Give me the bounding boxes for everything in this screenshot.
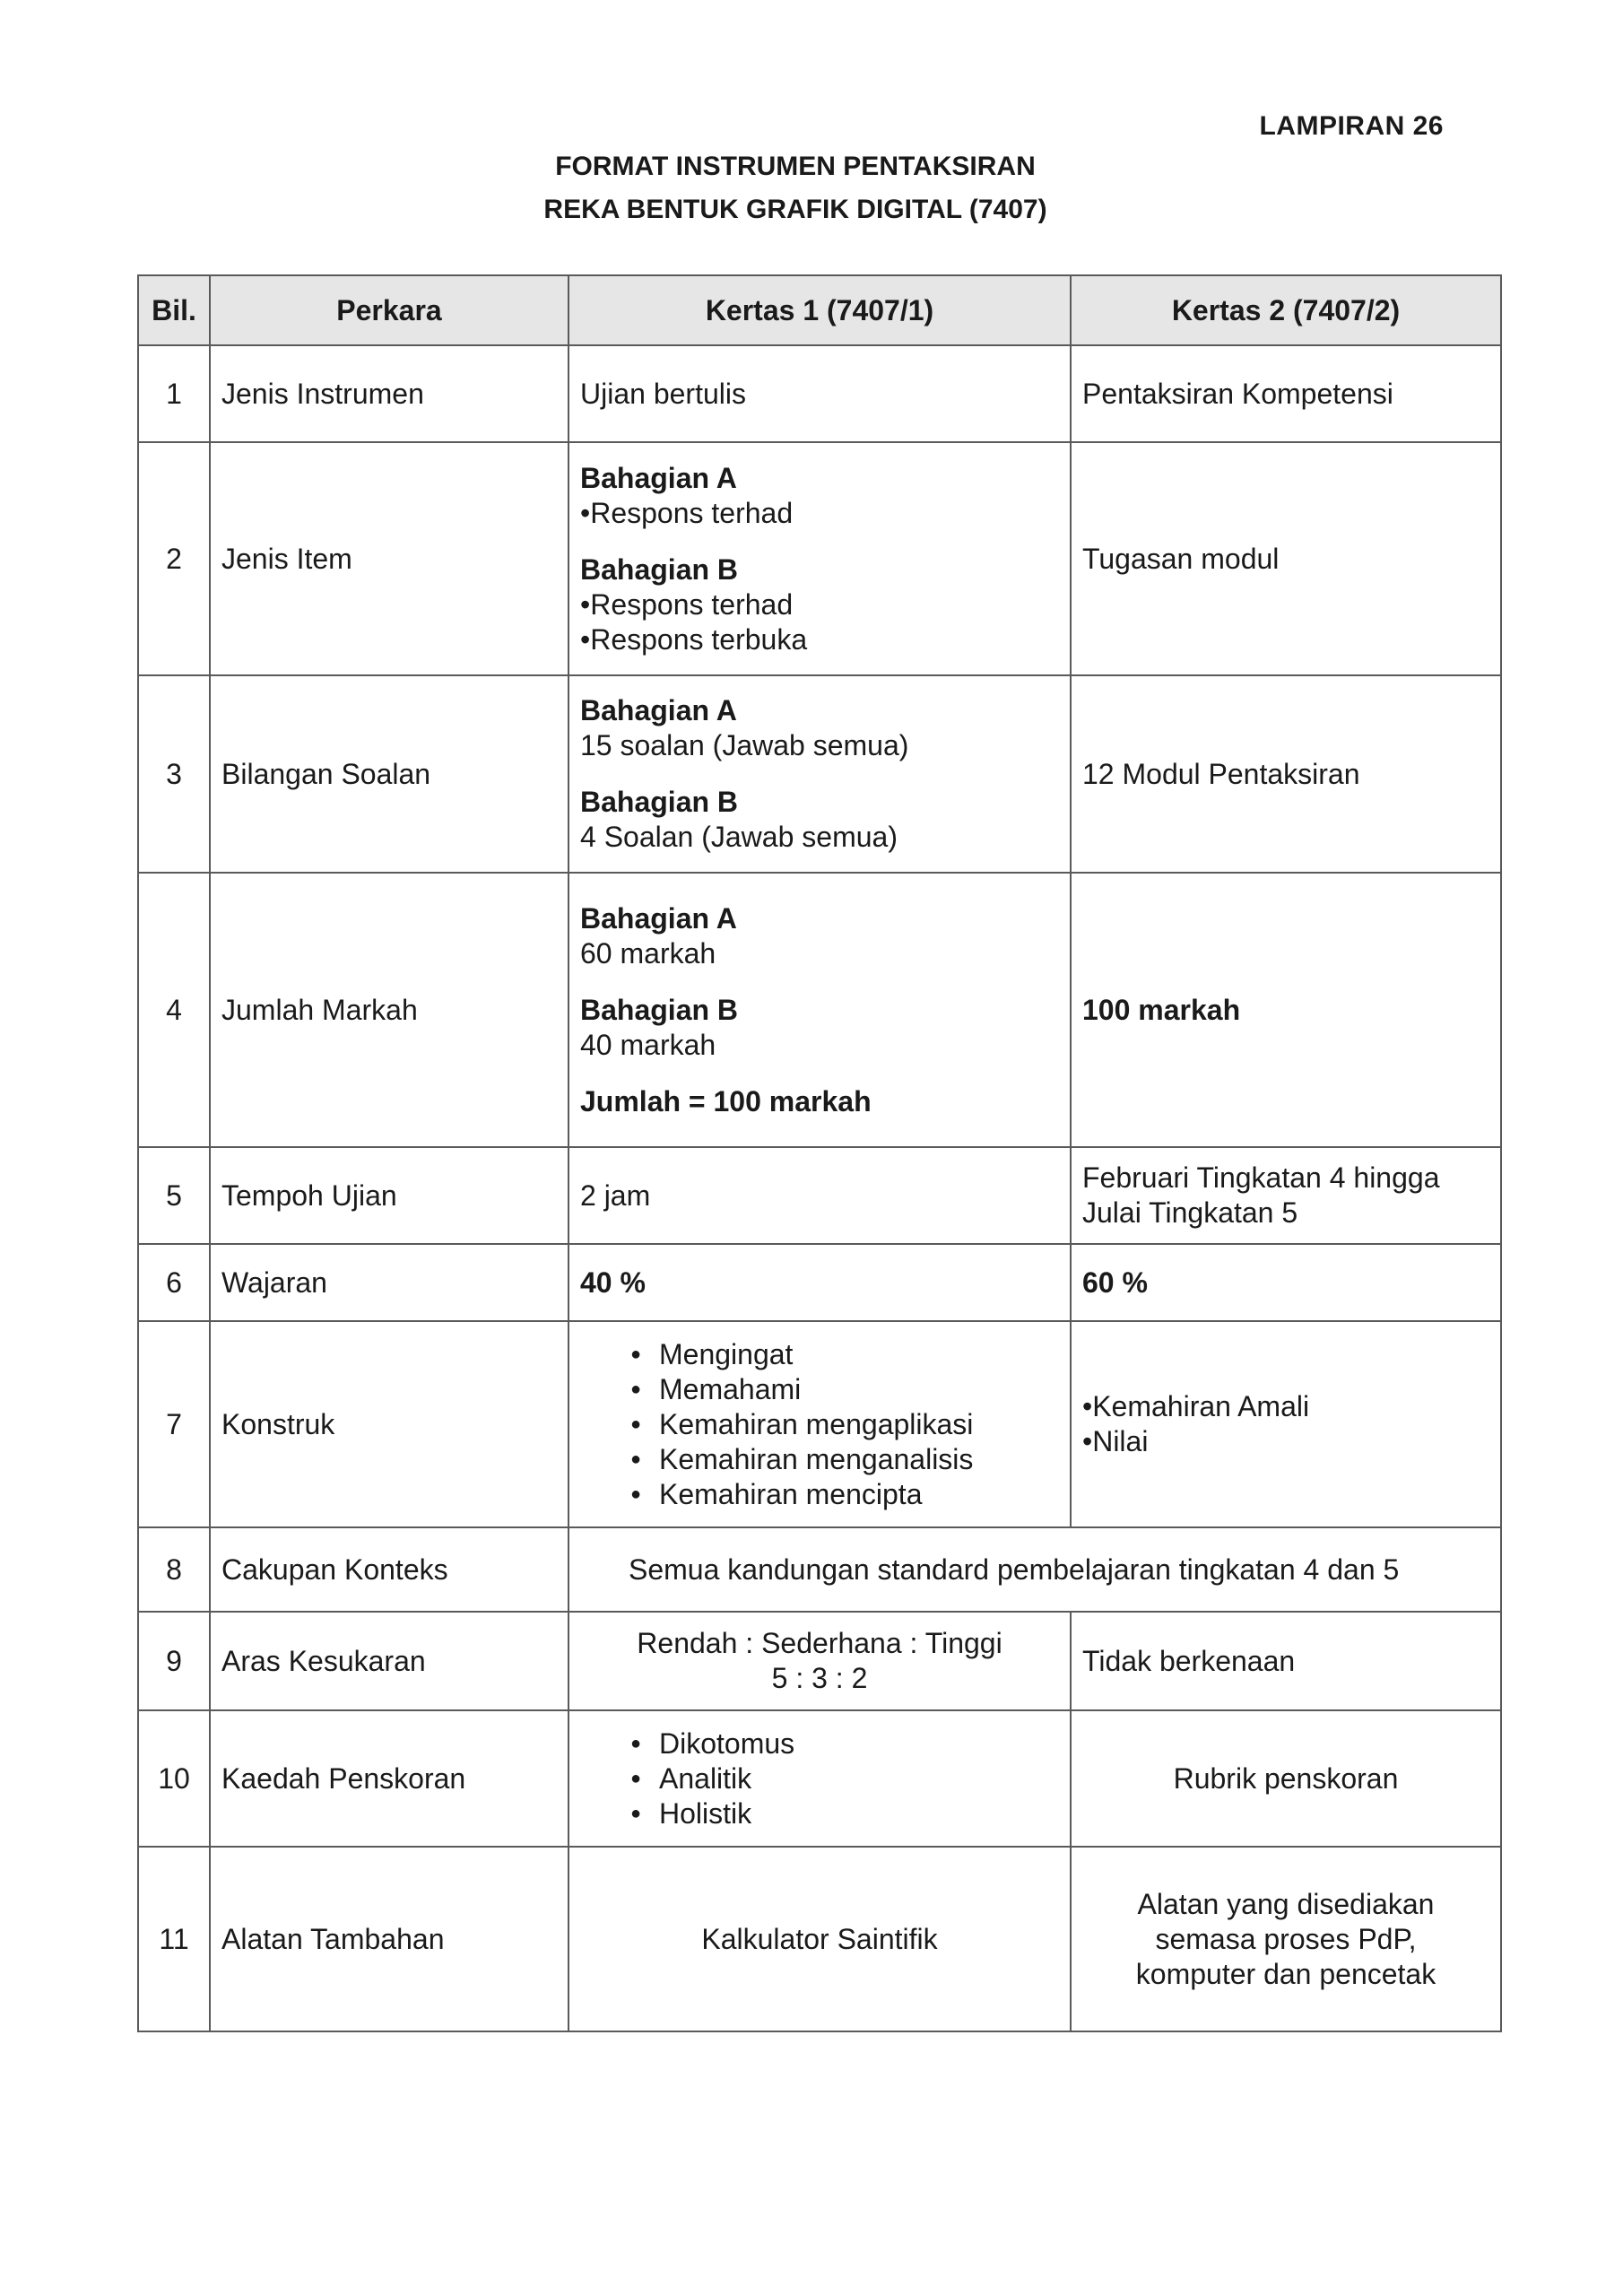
kertas-1-cell: Ujian bertulis bbox=[568, 345, 1071, 442]
list-item: ● Mengingat bbox=[659, 1337, 1059, 1372]
tools-line-2: semasa proses PdP, bbox=[1155, 1922, 1417, 1955]
row-number: 3 bbox=[138, 675, 210, 873]
row-number: 10 bbox=[138, 1710, 210, 1847]
kertas-2-cell: Tugasan modul bbox=[1071, 442, 1501, 675]
row-item: Jenis Item bbox=[210, 442, 568, 675]
table-row bbox=[138, 1147, 1501, 1244]
kertas-2-cell: Rubrik penskoran bbox=[1071, 1710, 1501, 1847]
row-number: 5 bbox=[138, 1147, 210, 1244]
ratio-label: Rendah : Sederhana : Tinggi bbox=[637, 1627, 1002, 1659]
assessment-format-table bbox=[137, 274, 1502, 2032]
total-marks: Jumlah = 100 markah bbox=[580, 1084, 872, 1118]
table-row bbox=[138, 345, 1501, 442]
row-item: Cakupan Konteks bbox=[210, 1527, 568, 1612]
table-row bbox=[138, 442, 1501, 675]
duration-line-2: Julai Tingkatan 5 bbox=[1082, 1196, 1298, 1229]
section-a-text: 60 markah bbox=[580, 936, 716, 970]
row-number: 9 bbox=[138, 1612, 210, 1710]
list-item: ● Holistik bbox=[659, 1796, 1059, 1831]
tools-line-3: komputer dan pencetak bbox=[1135, 1957, 1436, 1990]
section-b-title: Bahagian B bbox=[580, 552, 739, 586]
section-a-title: Bahagian A bbox=[580, 461, 737, 494]
section-a-text: 15 soalan (Jawab semua) bbox=[580, 729, 909, 761]
list-item: ● Dikotomus bbox=[659, 1726, 1059, 1761]
row-number: 7 bbox=[138, 1321, 210, 1527]
section-a-title: Bahagian A bbox=[580, 694, 737, 726]
table-row bbox=[138, 1527, 1501, 1612]
list-item: • Respons terhad bbox=[580, 587, 1059, 622]
kertas-1-cell bbox=[568, 442, 1071, 675]
kertas-2-cell bbox=[1071, 1147, 1501, 1244]
row-number: 11 bbox=[138, 1847, 210, 2031]
duration-line-1: Februari Tingkatan 4 hingga bbox=[1082, 1161, 1440, 1194]
ratio-value: 5 : 3 : 2 bbox=[771, 1662, 868, 1694]
list-item: ● Analitik bbox=[659, 1761, 1059, 1796]
list-item: • Kemahiran Amali bbox=[1082, 1389, 1489, 1424]
header-bil: Bil. bbox=[138, 275, 210, 345]
kertas-1-cell bbox=[568, 675, 1071, 873]
table-header-row bbox=[138, 275, 1501, 345]
list-item: ● Kemahiran mengaplikasi bbox=[659, 1407, 1059, 1442]
title-line-1: FORMAT INSTRUMEN PENTAKSIRAN bbox=[555, 152, 1036, 181]
section-b-title: Bahagian B bbox=[580, 786, 739, 818]
row-number: 4 bbox=[138, 873, 210, 1147]
header-kertas-2: Kertas 2 (7407/2) bbox=[1071, 275, 1501, 345]
table-row bbox=[138, 1710, 1501, 1847]
table-row bbox=[138, 675, 1501, 873]
table-row bbox=[138, 1244, 1501, 1321]
row-item: Jumlah Markah bbox=[210, 873, 568, 1147]
row-item: Konstruk bbox=[210, 1321, 568, 1527]
list-item: ● Memahami bbox=[659, 1372, 1059, 1407]
kertas-1-cell: 40 % bbox=[568, 1244, 1071, 1321]
kertas-2-cell: Tidak berkenaan bbox=[1071, 1612, 1501, 1710]
row-item: Bilangan Soalan bbox=[210, 675, 568, 873]
row-number: 6 bbox=[138, 1244, 210, 1321]
table-row bbox=[138, 873, 1501, 1147]
section-b-text: 40 markah bbox=[580, 1028, 716, 1061]
kertas-2-cell: 60 % bbox=[1071, 1244, 1501, 1321]
list-item: • Nilai bbox=[1082, 1424, 1489, 1459]
row-number: 8 bbox=[138, 1527, 210, 1612]
tools-line-1: Alatan yang disediakan bbox=[1137, 1887, 1435, 1920]
kertas-2-cell: 100 markah bbox=[1071, 873, 1501, 1147]
table-row bbox=[138, 1321, 1501, 1527]
kertas-2-cell bbox=[1071, 1847, 1501, 2031]
kertas-1-cell bbox=[568, 1612, 1071, 1710]
appendix-label: LAMPIRAN 26 bbox=[1259, 111, 1444, 141]
kertas-1-cell: 2 jam bbox=[568, 1147, 1071, 1244]
list-item: • Respons terhad bbox=[580, 496, 1059, 531]
kertas-2-cell: Pentaksiran Kompetensi bbox=[1071, 345, 1501, 442]
scoring-list bbox=[580, 1726, 1059, 1831]
title-line-2: REKA BENTUK GRAFIK DIGITAL (7407) bbox=[543, 195, 1047, 224]
row-item: Kaedah Penskoran bbox=[210, 1710, 568, 1847]
list-item: ● Kemahiran mencipta bbox=[659, 1477, 1059, 1512]
row-item: Aras Kesukaran bbox=[210, 1612, 568, 1710]
kertas-1-cell bbox=[568, 1710, 1071, 1847]
construct-list bbox=[580, 1337, 1059, 1512]
row-number: 1 bbox=[138, 345, 210, 442]
merged-cell: Semua kandungan standard pembelajaran tingkatan 4 dan 5 bbox=[568, 1527, 1501, 1612]
row-item: Tempoh Ujian bbox=[210, 1147, 568, 1244]
kertas-2-cell bbox=[1071, 1321, 1501, 1527]
document-title bbox=[0, 145, 1623, 231]
kertas-1-cell: Kalkulator Saintifik bbox=[568, 1847, 1071, 2031]
header-kertas-1: Kertas 1 (7407/1) bbox=[568, 275, 1071, 345]
list-item: • Respons terbuka bbox=[580, 622, 1059, 657]
row-item: Alatan Tambahan bbox=[210, 1847, 568, 2031]
row-item: Jenis Instrumen bbox=[210, 345, 568, 442]
list-item: ● Kemahiran menganalisis bbox=[659, 1442, 1059, 1477]
table-row bbox=[138, 1612, 1501, 1710]
header-perkara: Perkara bbox=[210, 275, 568, 345]
section-a-title: Bahagian A bbox=[580, 901, 737, 935]
row-number: 2 bbox=[138, 442, 210, 675]
kertas-1-cell bbox=[568, 873, 1071, 1147]
table-row bbox=[138, 1847, 1501, 2031]
kertas-2-cell: 12 Modul Pentaksiran bbox=[1071, 675, 1501, 873]
row-item: Wajaran bbox=[210, 1244, 568, 1321]
kertas-1-cell bbox=[568, 1321, 1071, 1527]
section-b-title: Bahagian B bbox=[580, 993, 739, 1026]
section-b-text: 4 Soalan (Jawab semua) bbox=[580, 821, 898, 853]
